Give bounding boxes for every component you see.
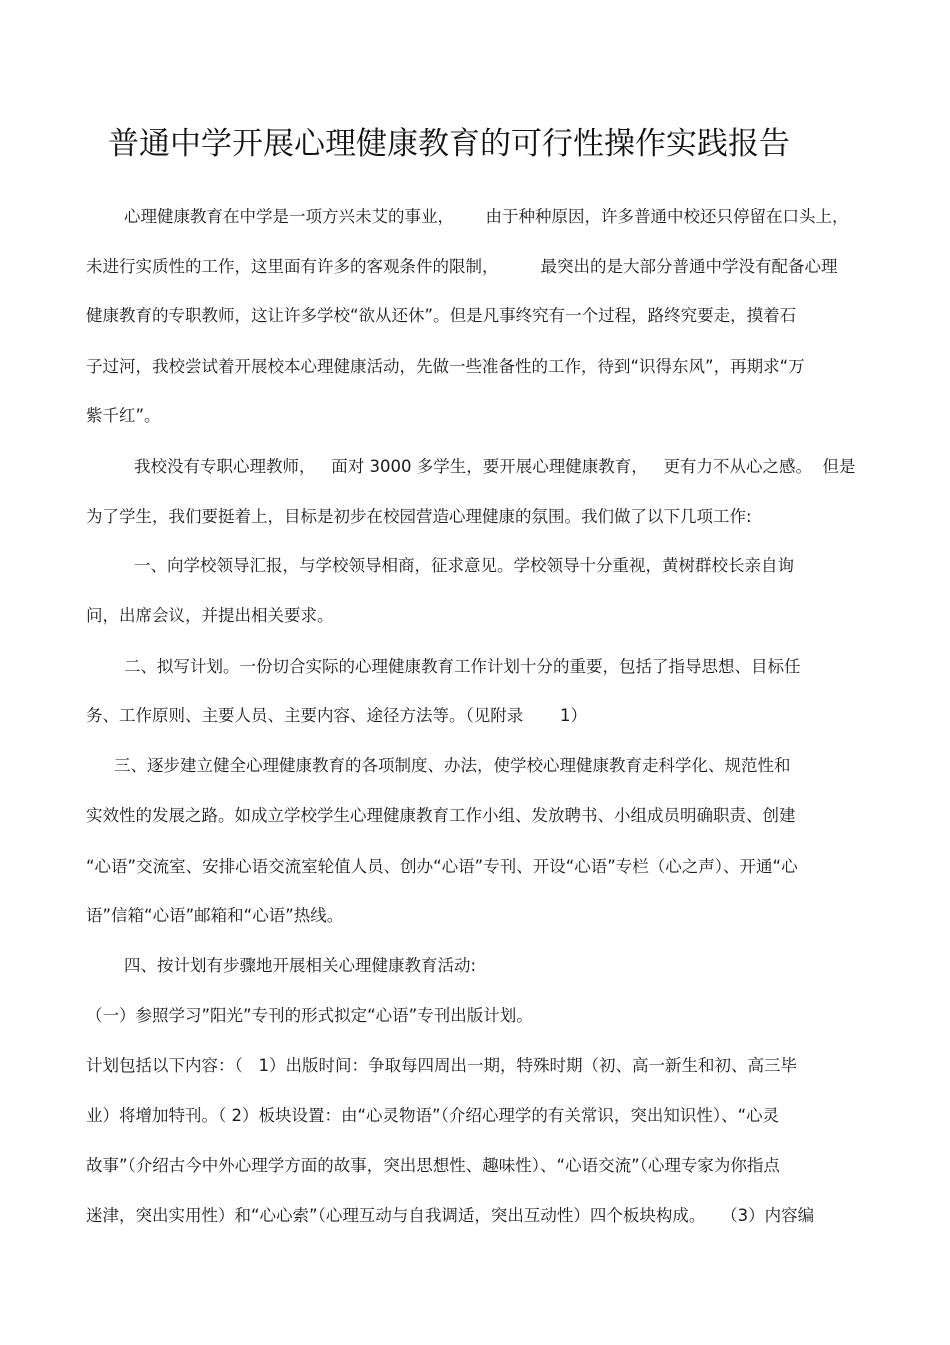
paragraph-line: 未进行实质性的工作，这里面有许多的客观条件的限制， 最突出的是大部分普通中学没有配备心理 — [86, 257, 838, 276]
paragraph-line: 四、按计划有步骤地开展相关心理健康教育活动: — [124, 956, 477, 975]
paragraph-line: （一）参照学习”阳光”专刊的形式拟定“心语”专刊出版计划。 — [86, 1006, 533, 1025]
paragraph-line: 心理健康教育在中学是一项方兴未艾的事业， 由于种种原因，许多普通中校还只停留在口头上， — [124, 207, 849, 226]
paragraph-line: 迷津，突出实用性）和“心心索”（心理互动与自我调适，突出互动性）四个板块构成。 （3）内容编 — [86, 1206, 815, 1225]
paragraph-line: 二、拟写计划。一份切合实际的心理健康教育工作计划十分的重要，包括了指导思想、目标任 — [124, 657, 801, 676]
paragraph-line: 问，出席会议，并提出相关要求。 — [86, 606, 334, 625]
paragraph-line: 三、逐步建立健全心理健康教育的各项制度、办法，使学校心理健康教育走科学化、规范性和 — [114, 756, 791, 775]
paragraph-line: 计划包括以下内容：（ 1）出版时间：争取每四周出一期，特殊时期（初、高一新生和初、高三毕 — [86, 1056, 797, 1075]
paragraph-line: “心语”交流室、安排心语交流室轮值人员、创办“心语”专刊、开设“心语”专栏（心之声）、开通“心 — [86, 857, 798, 876]
paragraph-line: 语”信箱“心语”邮箱和“心语”热线。 — [86, 906, 344, 925]
paragraph-line: 实效性的发展之路。如成立学校学生心理健康教育工作小组、发放聘书、小组成员明确职责、创建 — [86, 806, 796, 825]
paragraph-line: 一、向学校领导汇报，与学校领导相商，征求意见。学校领导十分重视，黄树群校长亲自询 — [134, 556, 794, 575]
document-title: 普通中学开展心理健康教育的可行性操作实践报告 — [108, 126, 790, 162]
paragraph-line: 为了学生，我们要挺着上，目标是初步在校园营造心理健康的氛围。我们做了以下几项工作: — [86, 507, 752, 526]
paragraph-line: 紫千红”。 — [86, 406, 161, 425]
paragraph-line: 故事”（介绍古今中外心理学方面的故事，突出思想性、趣味性）、“心语交流”（心理专家为你指点 — [86, 1156, 780, 1175]
paragraph-line: 健康教育的专职教师，这让许多学校“欲从还休”。但是凡事终究有一个过程，路终究要走，摸着石 — [86, 306, 797, 325]
paragraph-line: 务、工作原则、主要人员、主要内容、途径方法等。（见附录 1） — [86, 706, 587, 725]
paragraph-line: 子过河，我校尝试着开展校本心理健康活动，先做一些准备性的工作，待到“识得东风”，再期求“万 — [86, 357, 805, 376]
paragraph-line: 我校没有专职心理教师， 面对 3000 多学生，要开展心理健康教育， 更有力不从心之感。 但是 — [134, 457, 856, 476]
paragraph-line: 业）将增加特刊。（ 2）板块设置：由“心灵物语”（介绍心理学的有关常识，突出知识性）、“心灵 — [86, 1106, 780, 1125]
